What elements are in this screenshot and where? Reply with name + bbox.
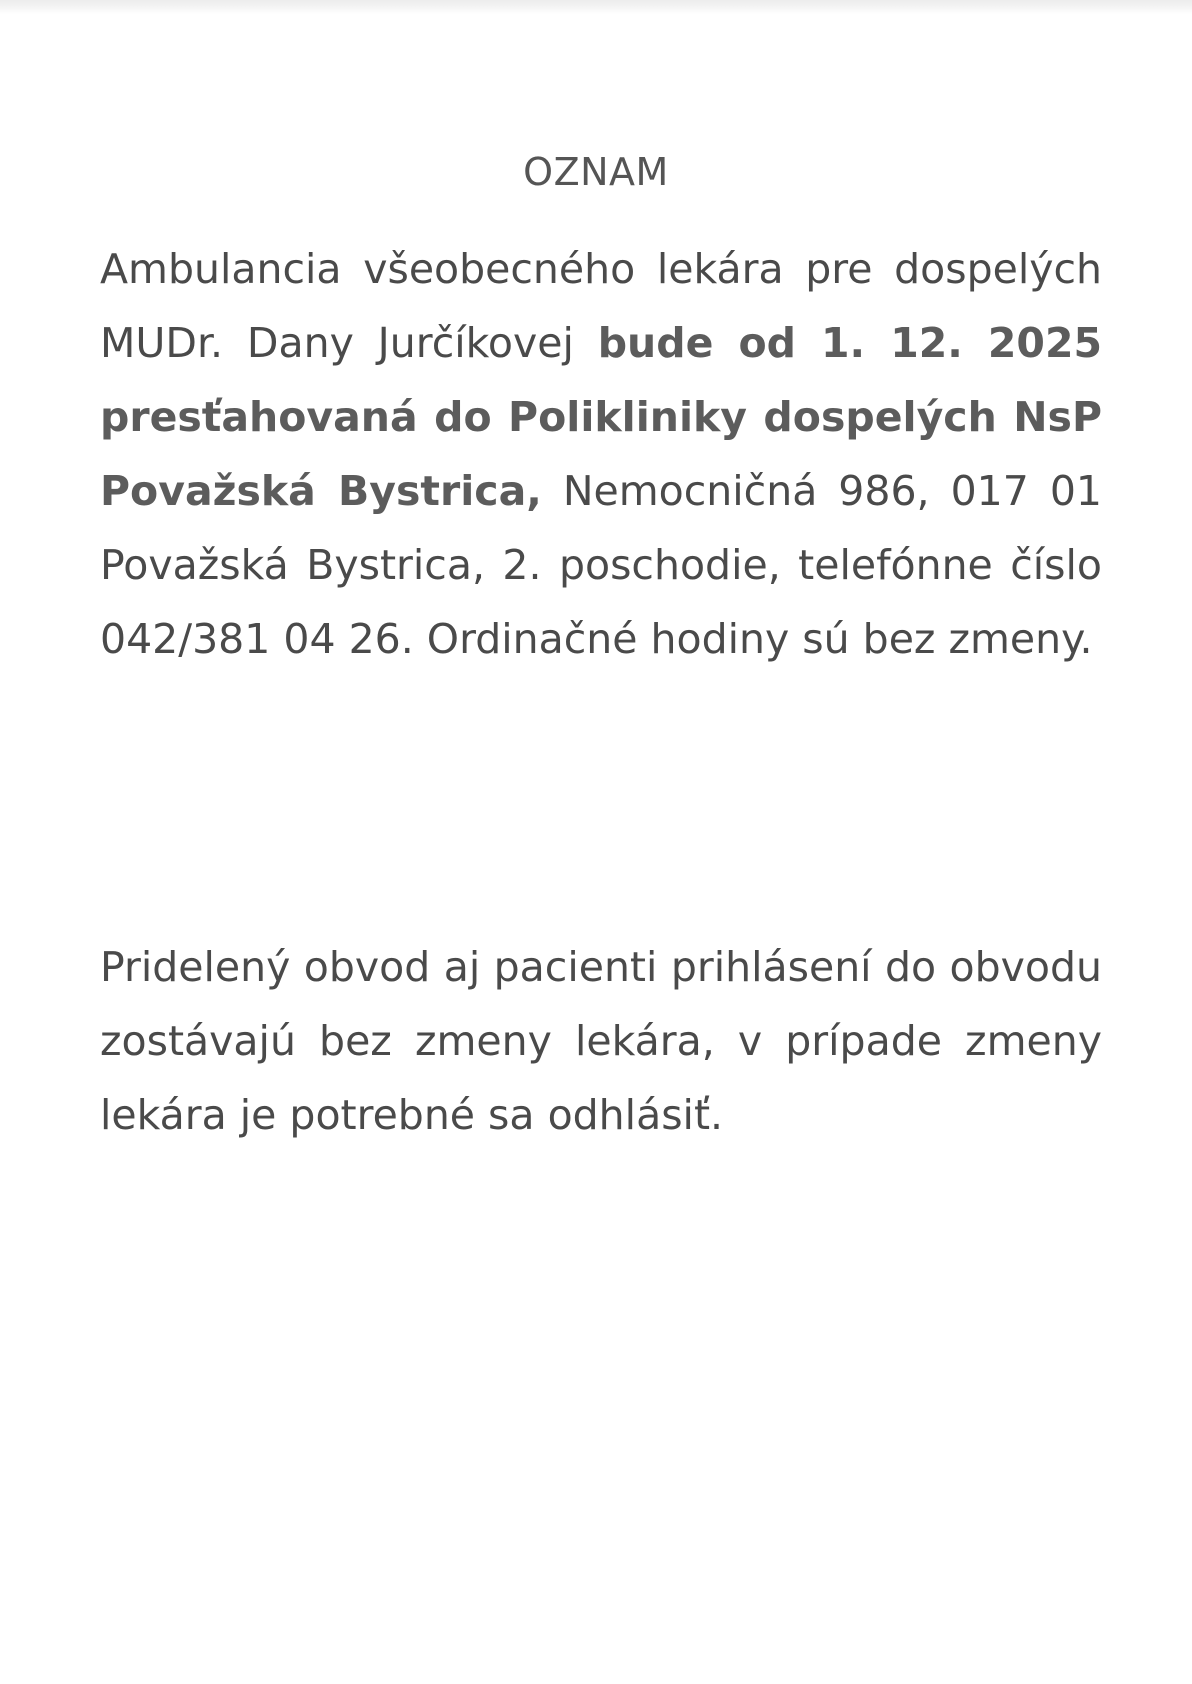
relocation-text-address: Nemocničná 986, 017 01 Považská Bystrica, 2. poschodie, telefónne číslo 042/381 04 26. Ordinačné hodiny sú bez zmeny. xyxy=(100,467,1102,663)
scan-top-edge xyxy=(0,0,1192,14)
notice-paragraph-district: Pridelený obvod aj pacienti prihlásení do obvodu zostávajú bez zmeny lekára, v prípade zmeny lekára je potrebné sa odhlásiť. xyxy=(100,943,1102,1139)
relocation-text-intro: Ambulancia všeobecného lekára pre dospelých MUDr. Dany Jurčíkovej xyxy=(100,245,1102,367)
relocation-text-bold: bude od 1. 12. 2025 presťahovaná do Polikliniky dospelých NsP Považská Bystrica, xyxy=(100,319,1102,515)
notice-title: OZNAM xyxy=(523,150,669,194)
notice-paragraph-relocation xyxy=(100,232,1102,676)
